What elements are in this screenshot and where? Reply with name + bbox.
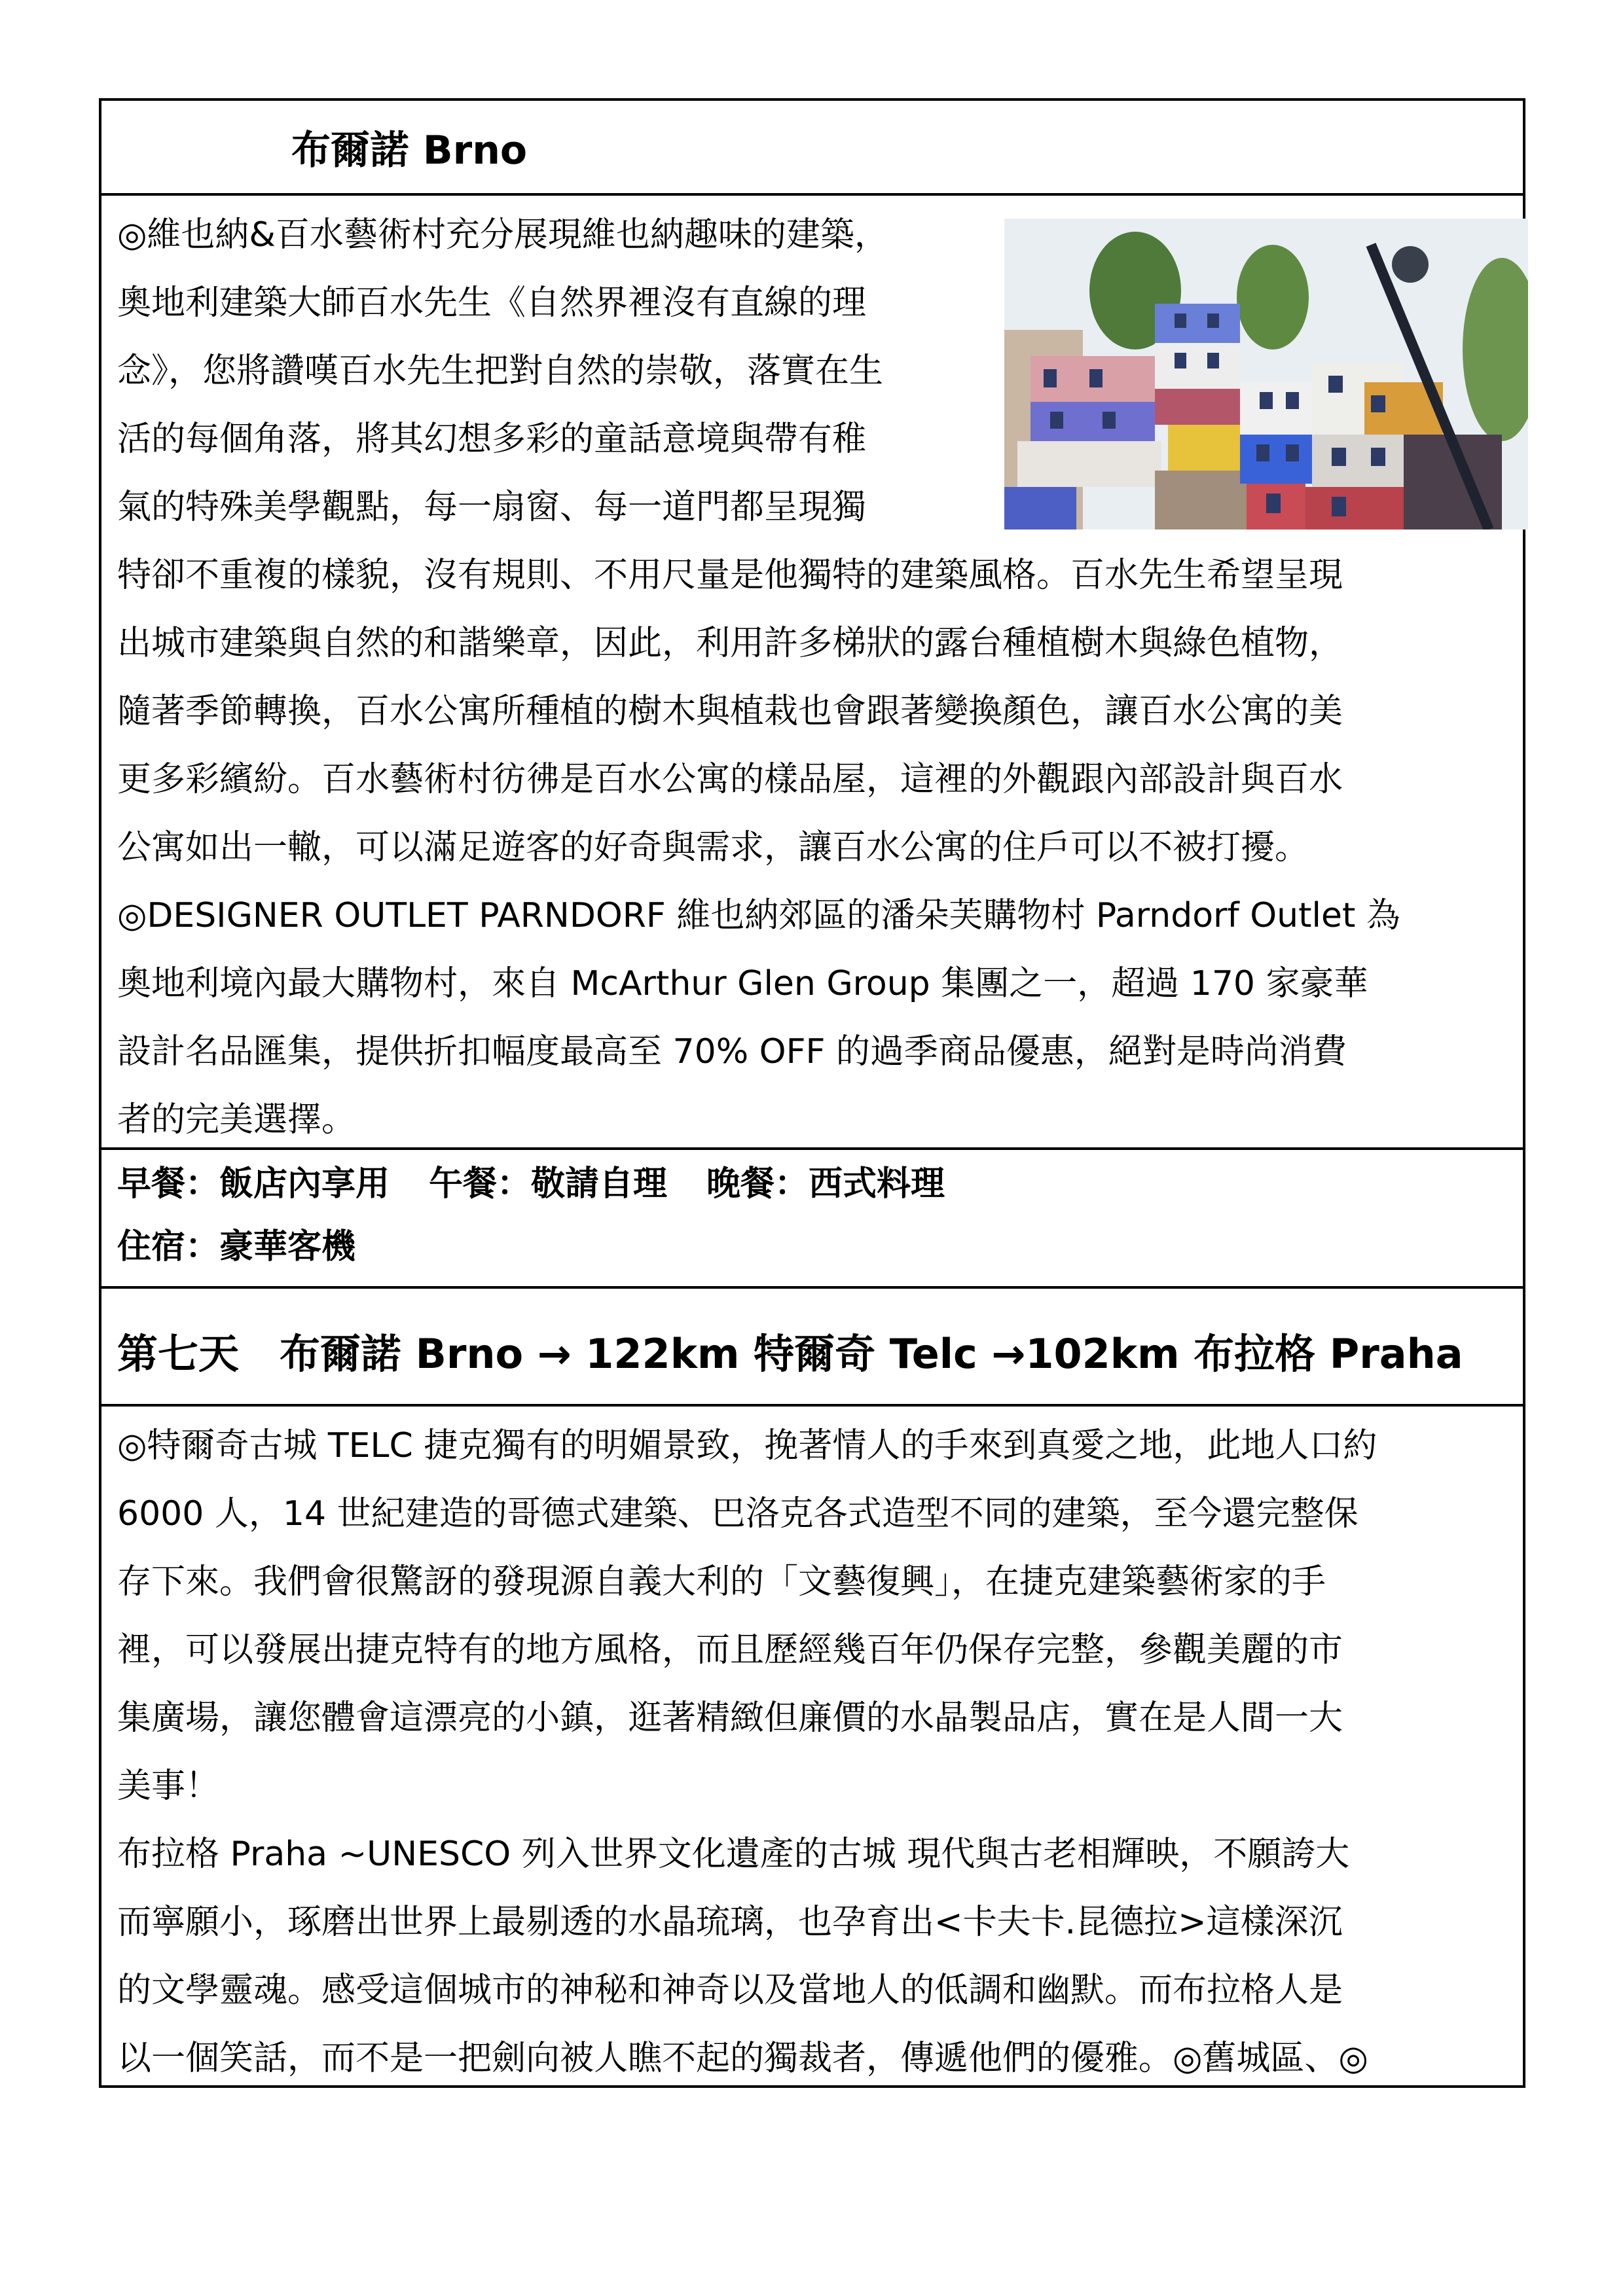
text-line: 以一個笑話，而不是一把劍向被人瞧不起的獨裁者，傳遞他們的優雅。◎舊城區、◎ [117, 2039, 1368, 2078]
hundertwasser-house-photo [1004, 219, 1528, 529]
brno-description-row [101, 196, 1523, 1150]
day7-description-row [101, 1407, 1523, 2085]
day7-header-row [101, 1289, 1523, 1407]
text-line: 6000 人，14 世紀建造的哥德式建築、巴洛克各式造型不同的建築，至今還完整保 [117, 1494, 1359, 1534]
brno-title-row [101, 101, 1523, 196]
text-line: 特卻不重複的樣貌，沒有規則、不用尺量是他獨特的建築風格。百水先生希望呈現 [117, 556, 1343, 595]
meals-line [117, 1150, 945, 1218]
lunch-info: 午餐：敬請自理 [429, 1164, 668, 1204]
text-line: 公寓如出一轍，可以滿足遊客的好奇與需求，讓百水公寓的住戶可以不被打擾。 [117, 828, 1309, 867]
meals-row [101, 1150, 1523, 1289]
accommodation-info: 住宿：豪華客機 [117, 1227, 356, 1266]
text-line: 集廣場，讓您體會這漂亮的小鎮，逛著精緻但廉價的水晶製品店，實在是人間一大 [117, 1698, 1343, 1738]
text-line: 活的每個角落，將其幻想多彩的童話意境與帶有稚 [117, 420, 867, 459]
text-line: 設計名品匯集，提供折扣幅度最高至 70% OFF 的過季商品優惠，絕對是時尚消費 [117, 1032, 1347, 1071]
text-line: 氣的特殊美學觀點，每一扇窗、每一道門都呈現獨 [117, 488, 867, 527]
text-line: 奧地利境內最大購物村，來自 McArthur Glen Group 集團之一，超過 170 家豪華 [117, 964, 1368, 1003]
itinerary-table [99, 98, 1525, 2088]
day7-description [117, 1412, 1377, 2092]
text-line: 奧地利建築大師百水先生《自然界裡沒有直線的理 [117, 283, 867, 323]
text-line: ◎維也納&百水藝術村充分展現維也納趣味的建築， [117, 215, 888, 255]
section-title: 布爾諾 Brno [291, 128, 528, 173]
breakfast-info: 早餐：飯店內享用 [117, 1164, 390, 1204]
text-line: 而寧願小，琢磨出世界上最剔透的水晶琉璃，也孕育出<卡夫卡.昆德拉>這樣深沉 [117, 1903, 1343, 1942]
text-line: 布拉格 Praha ~UNESCO 列入世界文化遺產的古城 現代與古老相輝映，不願誇大 [117, 1835, 1350, 1874]
text-line: ◎DESIGNER OUTLET PARNDORF 維也納郊區的潘朵芙購物村 Parndorf Outlet 為 [117, 896, 1400, 935]
day7-title: 第七天 布爾諾 Brno → 122km 特爾奇 Telc →102km 布拉格 Praha [117, 1330, 1463, 1378]
text-line: 裡，可以發展出捷克特有的地方風格，而且歷經幾百年仍保存完整，參觀美麗的市 [117, 1630, 1343, 1670]
text-line: 者的完美選擇。 [117, 1100, 356, 1139]
text-line: 隨著季節轉換，百水公寓所種植的樹木與植栽也會跟著變換顏色，讓百水公寓的美 [117, 692, 1343, 731]
text-line: ◎特爾奇古城 TELC 捷克獨有的明媚景致，挽著情人的手來到真愛之地，此地人口約 [117, 1426, 1377, 1465]
text-line: 的文學靈魂。感受這個城市的神秘和神奇以及當地人的低調和幽默。而布拉格人是 [117, 1971, 1343, 2010]
text-line: 美事！ [117, 1767, 220, 1806]
dinner-info: 晚餐：西式料理 [706, 1164, 945, 1204]
text-line: 出城市建築與自然的和諧樂章，因此，利用許多梯狀的露台種植樹木與綠色植物， [117, 624, 1343, 663]
text-line: 念》，您將讚嘆百水先生把對自然的崇敬，落實在生 [117, 351, 884, 391]
text-line: 更多彩繽紛。百水藝術村彷彿是百水公寓的樣品屋，這裡的外觀跟內部設計與百水 [117, 760, 1343, 799]
text-line: 存下來。我們會很驚訝的發現源自義大利的「文藝復興」，在捷克建築藝術家的手 [117, 1562, 1326, 1602]
